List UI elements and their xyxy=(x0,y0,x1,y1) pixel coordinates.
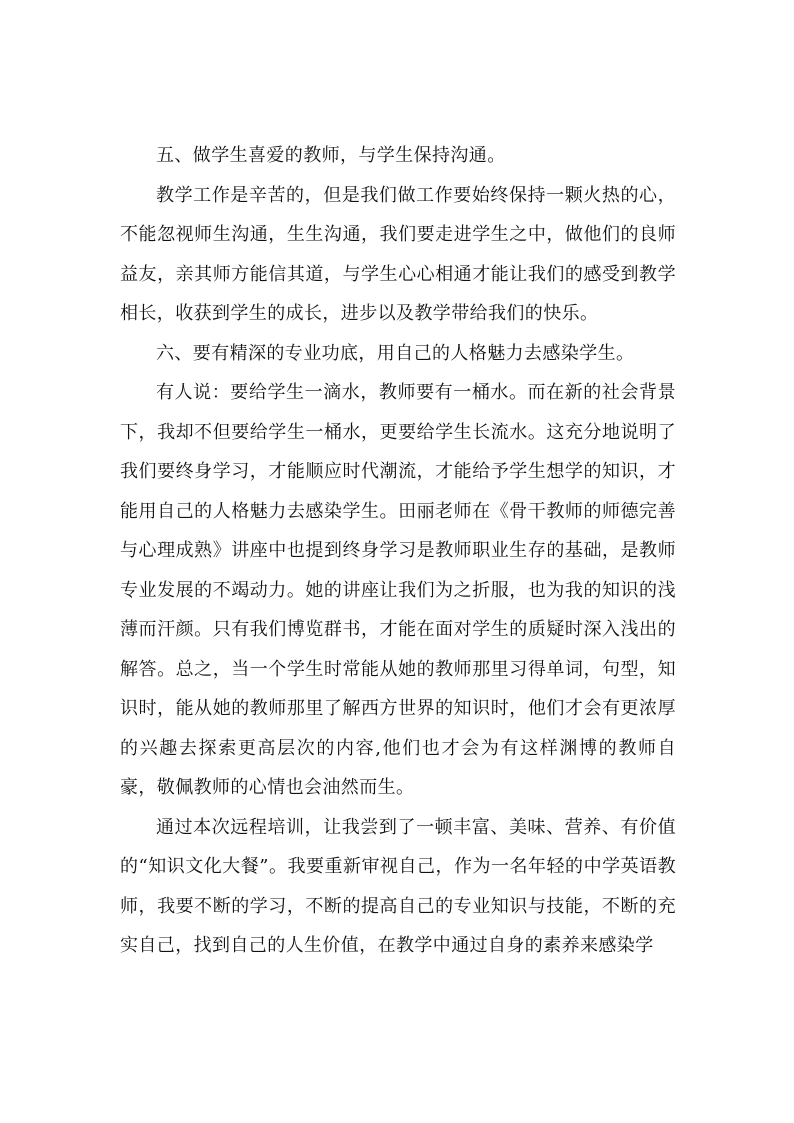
section-heading-5: 五、做学生喜爱的教师，与学生保持沟通。 xyxy=(156,145,506,166)
section-heading-6: 六、要有精深的专业功底，用自己的人格魅力去感染学生。 xyxy=(156,342,635,364)
paragraph-teaching-communication: 教学工作是辛苦的，但是我们做工作要始终保持一颗火热的心，不能忽视师生沟通，生生沟通，我们要走进学生之中，做他们的良师益友，亲其师方能信其道，与学生心心相通才能让我们的感受到教学相长，收获到学生的成长，进步以及教学带给我们的快乐。 xyxy=(120,184,676,324)
paragraph-training-summary: 通过本次远程培训，让我尝到了一顿丰富、美味、营养、有价值的“知识文化大餐”。我要重新审视自己，作为一名年轻的中学英语教师，我要不断的学习，不断的提高自己的专业知识与技能，不断的充实自己，找到自己的人生价值，在教学中通过自身的素养来感染学 xyxy=(120,816,676,956)
paragraph-lifelong-learning: 有人说：要给学生一滴水，教师要有一桶水。而在新的社会背景下，我却不但要给学生一桶水，更要给学生长流水。这充分地说明了我们要终身学习，才能顺应时代潮流，才能给予学生想学的知识，才能用自己的人格魅力去感染学生。田丽老师在《骨干教师的师德完善与心理成熟》讲座中也提到终身学习是教师职业生存的基础，是教师专业发展的不竭动力。她的讲座让我们为之折服，也为我的知识的浅薄而汗颜。只有我们博览群书，才能在面对学生的质疑时深入浅出的解答。总之，当一个学生时常能从她的教师那里习得单词，句型，知识时，能从她的教师那里了解西方世界的知识时，他们才会有更浓厚的兴趣去探索更高层次的内容,他们也才会为有这样渊博的教师自豪，敬佩教师的心情也会油然而生。 xyxy=(120,382,676,798)
document-page xyxy=(120,136,676,966)
